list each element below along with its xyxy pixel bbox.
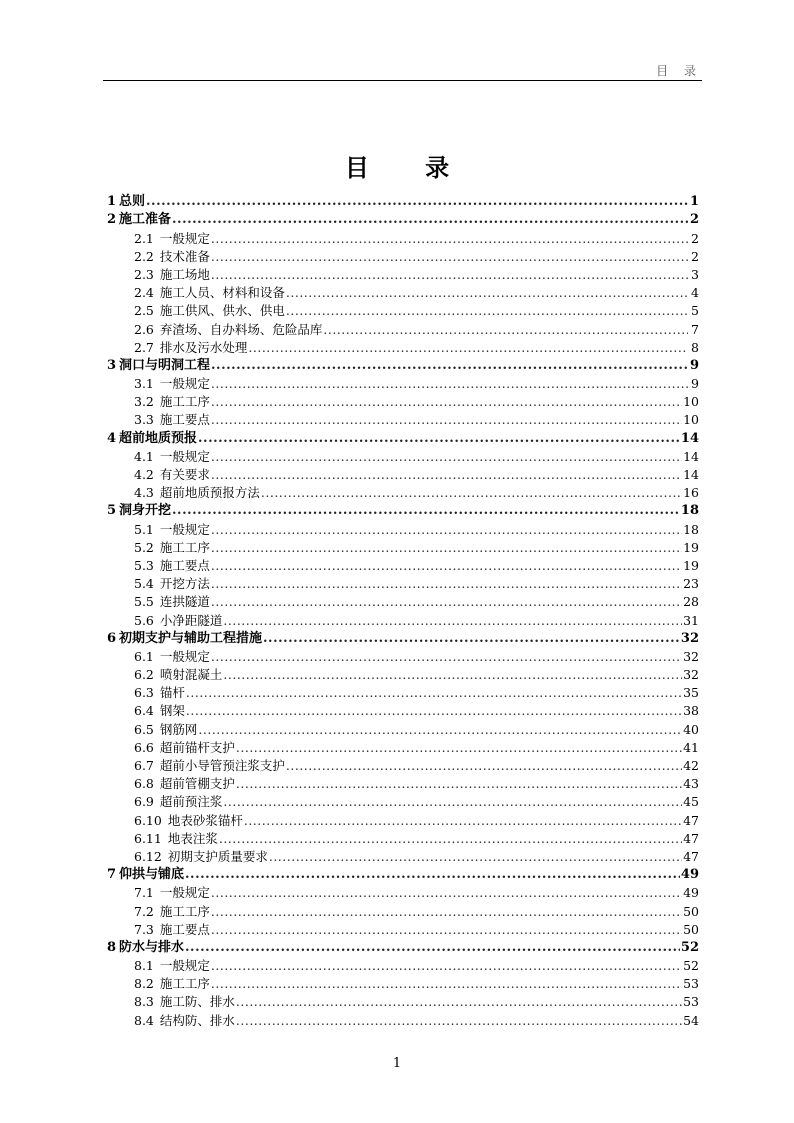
toc-entry-page: 19 [683, 539, 699, 555]
toc-entry-label: 地表注浆 [167, 830, 218, 846]
toc-entry-label: 一般规定 [159, 521, 210, 537]
toc-entry-label: 仰拱与铺底 [119, 867, 185, 883]
toc-dot-leader [219, 831, 682, 847]
table-of-contents [107, 192, 699, 1029]
toc-entry-page: 32 [680, 630, 699, 646]
toc-entry-number: 3.3 [134, 412, 154, 428]
toc-entry-number: 2.4 [134, 285, 154, 301]
toc-entry-label: 一般规定 [159, 958, 210, 974]
toc-dot-leader [211, 958, 682, 974]
toc-entry-label: 技术准备 [159, 248, 210, 264]
toc-entry-number: 2.2 [134, 248, 154, 264]
toc-entry-number: 6.1 [134, 648, 154, 664]
toc-entry-page: 19 [683, 557, 699, 573]
toc-entry-number: 5 [107, 503, 117, 519]
toc-dot-leader [211, 976, 682, 992]
toc-title: 目 录 [344, 153, 474, 182]
toc-section-entry[interactable] [107, 1010, 699, 1028]
toc-entry-label: 一般规定 [159, 885, 210, 901]
toc-dot-leader [211, 594, 682, 610]
toc-entry-number: 6.4 [134, 703, 154, 719]
toc-entry-label: 结构防、排水 [159, 1012, 235, 1028]
toc-entry-number: 4.1 [134, 448, 154, 464]
toc-entry-label: 洞口与明洞工程 [119, 357, 211, 373]
toc-section-entry[interactable] [107, 756, 699, 774]
toc-dot-leader [211, 522, 682, 538]
toc-dot-leader [223, 794, 682, 810]
toc-entry-label: 超前预注浆 [159, 794, 223, 810]
toc-entry-number: 2.7 [134, 339, 154, 355]
toc-chapter-entry[interactable] [107, 210, 699, 228]
toc-entry-page: 52 [683, 958, 699, 974]
toc-entry-label: 超前管棚支护 [159, 776, 235, 792]
toc-entry-page: 47 [683, 830, 699, 846]
toc-entry-number: 3.1 [134, 376, 154, 392]
toc-section-entry[interactable] [107, 374, 699, 392]
toc-section-entry[interactable] [107, 847, 699, 865]
toc-entry-label: 喷射混凝土 [159, 667, 223, 683]
toc-dot-leader [248, 340, 688, 356]
toc-entry-page: 54 [683, 1012, 699, 1028]
toc-section-entry[interactable] [107, 701, 699, 719]
toc-entry-label: 施工准备 [119, 212, 172, 228]
toc-entry-page: 50 [683, 903, 699, 919]
toc-chapter-entry[interactable] [107, 428, 699, 446]
toc-entry-page: 18 [680, 503, 699, 519]
toc-entry-page: 16 [683, 485, 699, 501]
toc-entry-number: 3.2 [134, 394, 154, 410]
toc-entry-page: 2 [691, 248, 699, 264]
toc-section-entry[interactable] [107, 301, 699, 319]
toc-entry-label: 锚杆 [159, 685, 185, 701]
toc-entry-label: 开挖方法 [159, 576, 210, 592]
toc-entry-label: 小净距隧道 [159, 612, 223, 628]
toc-entry-label: 防水与排水 [119, 939, 185, 955]
toc-entry-page: 1 [689, 194, 699, 210]
toc-dot-leader [211, 558, 682, 574]
toc-chapter-entry[interactable] [107, 192, 699, 210]
toc-dot-leader [185, 940, 680, 956]
toc-entry-number: 8.3 [134, 994, 154, 1010]
toc-section-entry[interactable] [107, 610, 699, 628]
toc-section-entry[interactable] [107, 392, 699, 410]
toc-entry-number: 5.4 [134, 576, 154, 592]
toc-section-entry[interactable] [107, 228, 699, 246]
toc-dot-leader [211, 904, 682, 920]
toc-entry-number: 7.3 [134, 921, 154, 937]
toc-section-entry[interactable] [107, 883, 699, 901]
toc-entry-label: 超前锚杆支护 [159, 739, 235, 755]
toc-entry-number: 6.9 [134, 794, 154, 810]
toc-entry-number: 4 [107, 430, 117, 446]
toc-entry-page: 47 [683, 848, 699, 864]
toc-entry-label: 钢架 [159, 703, 185, 719]
toc-entry-label: 地表砂浆锚杆 [167, 812, 243, 828]
toc-dot-leader [286, 303, 688, 319]
toc-dot-leader [261, 485, 682, 501]
toc-entry-label: 施工防、排水 [159, 994, 235, 1010]
toc-entry-number: 6.8 [134, 776, 154, 792]
toc-entry-label: 施工供风、供水、供电 [159, 303, 285, 319]
toc-entry-page: 9 [689, 357, 699, 373]
toc-section-entry[interactable] [107, 556, 699, 574]
toc-entry-page: 2 [689, 212, 699, 228]
toc-dot-leader [211, 394, 682, 410]
toc-dot-leader [286, 285, 688, 301]
toc-entry-label: 钢筋网 [159, 721, 198, 737]
toc-entry-label: 一般规定 [159, 376, 210, 392]
toc-dot-leader [236, 1013, 682, 1029]
toc-entry-page: 47 [683, 812, 699, 828]
toc-chapter-entry[interactable] [107, 865, 699, 883]
toc-dot-leader [211, 267, 688, 283]
toc-section-entry[interactable] [107, 901, 699, 919]
toc-entry-page: 42 [683, 758, 699, 773]
toc-entry-number: 6.5 [134, 721, 154, 737]
toc-dot-leader [172, 503, 680, 519]
toc-entry-number: 4.3 [134, 485, 154, 501]
toc-dot-leader [286, 758, 682, 774]
toc-entry-label: 一般规定 [159, 648, 210, 664]
toc-dot-leader [211, 649, 682, 665]
toc-entry-number: 2.3 [134, 266, 154, 282]
toc-entry-page: 18 [683, 521, 699, 537]
toc-entry-page: 38 [683, 703, 699, 719]
toc-chapter-entry[interactable] [107, 356, 699, 374]
toc-entry-page: 7 [691, 321, 699, 337]
toc-dot-leader [236, 994, 682, 1010]
toc-dot-leader [186, 703, 682, 719]
toc-entry-label: 超前地质预报方法 [159, 485, 260, 501]
toc-entry-label: 施工人员、材料和设备 [159, 285, 285, 301]
toc-dot-leader [236, 776, 682, 792]
toc-entry-label: 弃渣场、自办料场、危险品库 [159, 321, 323, 337]
toc-section-entry[interactable] [107, 920, 699, 938]
toc-entry-label: 初期支护质量要求 [167, 848, 268, 864]
toc-entry-page: 4 [691, 285, 699, 301]
toc-entry-page: 49 [683, 885, 699, 901]
toc-entry-page: 23 [683, 576, 699, 592]
toc-entry-label: 施工工序 [159, 539, 210, 555]
toc-dot-leader [211, 358, 688, 374]
toc-entry-page: 5 [691, 303, 699, 319]
toc-entry-page: 32 [683, 648, 699, 664]
toc-section-entry[interactable] [107, 465, 699, 483]
toc-entry-number: 5.6 [134, 612, 154, 628]
toc-entry-number: 5.1 [134, 521, 154, 537]
toc-chapter-entry[interactable] [107, 501, 699, 519]
toc-entry-number: 6.11 [134, 830, 162, 846]
toc-entry-label: 施工要点 [159, 921, 210, 937]
toc-section-entry[interactable] [107, 683, 699, 701]
toc-entry-label: 排水及污水处理 [159, 339, 248, 355]
toc-entry-label: 洞身开挖 [119, 503, 172, 519]
toc-entry-number: 4.2 [134, 467, 154, 482]
toc-entry-label: 施工要点 [159, 412, 210, 428]
toc-entry-page: 3 [691, 266, 699, 282]
toc-entry-page: 43 [683, 776, 699, 792]
toc-section-entry[interactable] [107, 319, 699, 337]
toc-dot-leader [323, 322, 688, 338]
toc-dot-leader [198, 722, 682, 738]
toc-section-entry[interactable] [107, 338, 699, 356]
toc-dot-leader [211, 249, 688, 265]
page-number: 1 [392, 1056, 402, 1071]
toc-section-entry[interactable] [107, 974, 699, 992]
toc-entry-label: 施工工序 [159, 976, 210, 992]
header-section-title: 目 录 [656, 64, 702, 78]
toc-section-entry[interactable] [107, 647, 699, 665]
toc-entry-number: 2.6 [134, 321, 154, 337]
toc-entry-number: 2 [107, 212, 117, 228]
toc-dot-leader [185, 867, 680, 883]
toc-section-entry[interactable] [107, 956, 699, 974]
toc-entry-label: 有关要求 [159, 467, 210, 482]
toc-section-entry[interactable] [107, 829, 699, 847]
toc-entry-number: 5.5 [134, 594, 154, 610]
toc-section-entry[interactable] [107, 792, 699, 810]
toc-entry-number: 6.7 [134, 758, 154, 773]
toc-section-entry[interactable] [107, 447, 699, 465]
toc-dot-leader [211, 231, 688, 247]
toc-entry-page: 14 [683, 448, 699, 464]
toc-dot-leader [211, 540, 682, 556]
toc-chapter-entry[interactable] [107, 629, 699, 647]
toc-section-entry[interactable] [107, 283, 699, 301]
toc-dot-leader [211, 467, 682, 483]
toc-entry-number: 8 [107, 939, 117, 955]
toc-entry-number: 5.3 [134, 557, 154, 573]
header-rule [103, 80, 702, 81]
toc-section-entry[interactable] [107, 519, 699, 537]
toc-dot-leader [172, 212, 688, 228]
toc-entry-label: 施工场地 [159, 266, 210, 282]
toc-entry-label: 施工工序 [159, 903, 210, 919]
toc-dot-leader [244, 813, 682, 829]
toc-entry-page: 53 [683, 994, 699, 1010]
toc-entry-page: 2 [691, 230, 699, 246]
toc-dot-leader [263, 631, 680, 647]
toc-entry-page: 32 [683, 667, 699, 683]
toc-section-entry[interactable] [107, 538, 699, 556]
toc-section-entry[interactable] [107, 410, 699, 428]
toc-dot-leader [186, 685, 682, 701]
toc-entry-page: 49 [680, 867, 699, 883]
toc-entry-number: 7 [107, 867, 117, 883]
toc-entry-number: 6.3 [134, 685, 154, 701]
toc-entry-number: 8.1 [134, 958, 154, 974]
toc-entry-label: 一般规定 [159, 448, 210, 464]
toc-entry-page: 41 [683, 739, 699, 755]
toc-section-entry[interactable] [107, 247, 699, 265]
toc-dot-leader [269, 849, 682, 865]
toc-entry-page: 8 [691, 339, 699, 355]
toc-entry-page: 45 [683, 794, 699, 810]
toc-dot-leader [211, 576, 682, 592]
toc-section-entry[interactable] [107, 574, 699, 592]
toc-entry-number: 5.2 [134, 539, 154, 555]
toc-entry-label: 施工要点 [159, 557, 210, 573]
toc-entry-page: 50 [683, 921, 699, 937]
toc-entry-number: 8.2 [134, 976, 154, 992]
toc-entry-label: 初期支护与辅助工程措施 [119, 630, 263, 646]
toc-dot-leader [223, 613, 682, 629]
toc-section-entry[interactable] [107, 665, 699, 683]
toc-entry-number: 6.6 [134, 739, 154, 755]
toc-section-entry[interactable] [107, 774, 699, 792]
toc-dot-leader [211, 376, 688, 392]
toc-section-entry[interactable] [107, 483, 699, 501]
toc-entry-label: 一般规定 [159, 230, 210, 246]
toc-entry-number: 7.1 [134, 885, 154, 901]
toc-entry-page: 10 [683, 394, 699, 410]
toc-entry-number: 3 [107, 357, 117, 373]
toc-entry-number: 1 [107, 194, 117, 210]
toc-dot-leader [211, 922, 682, 938]
toc-entry-page: 14 [680, 430, 699, 446]
toc-entry-label: 超前地质预报 [119, 430, 198, 446]
toc-entry-label: 连拱隧道 [159, 594, 210, 610]
toc-entry-page: 10 [683, 412, 699, 428]
toc-entry-page: 28 [683, 594, 699, 610]
toc-entry-page: 35 [683, 685, 699, 701]
toc-entry-label: 施工工序 [159, 394, 210, 410]
toc-section-entry[interactable] [107, 592, 699, 610]
toc-entry-number: 7.2 [134, 903, 154, 919]
toc-entry-page: 31 [683, 612, 699, 628]
toc-section-entry[interactable] [107, 810, 699, 828]
toc-dot-leader [211, 885, 682, 901]
toc-entry-number: 6.10 [134, 812, 162, 828]
toc-dot-leader [146, 194, 688, 210]
toc-entry-number: 6.2 [134, 667, 154, 683]
toc-chapter-entry[interactable] [107, 938, 699, 956]
toc-entry-page: 9 [691, 376, 699, 392]
toc-entry-number: 2.1 [134, 230, 154, 246]
toc-dot-leader [211, 412, 682, 428]
toc-entry-number: 6.12 [134, 848, 162, 864]
toc-section-entry[interactable] [107, 719, 699, 737]
toc-section-entry[interactable] [107, 265, 699, 283]
toc-entry-page: 14 [683, 467, 699, 482]
toc-entry-number: 6 [107, 630, 117, 646]
toc-dot-leader [211, 449, 682, 465]
toc-dot-leader [223, 667, 682, 683]
toc-entry-page: 53 [683, 976, 699, 992]
toc-section-entry[interactable] [107, 992, 699, 1010]
toc-entry-label: 超前小导管预注浆支护 [159, 758, 285, 773]
toc-dot-leader [198, 431, 680, 447]
toc-entry-number: 2.5 [134, 303, 154, 319]
toc-entry-number: 8.4 [134, 1012, 154, 1028]
toc-dot-leader [236, 740, 682, 756]
toc-section-entry[interactable] [107, 738, 699, 756]
toc-entry-page: 52 [680, 939, 699, 955]
toc-entry-label: 总则 [119, 194, 146, 210]
toc-entry-page: 40 [683, 721, 699, 737]
